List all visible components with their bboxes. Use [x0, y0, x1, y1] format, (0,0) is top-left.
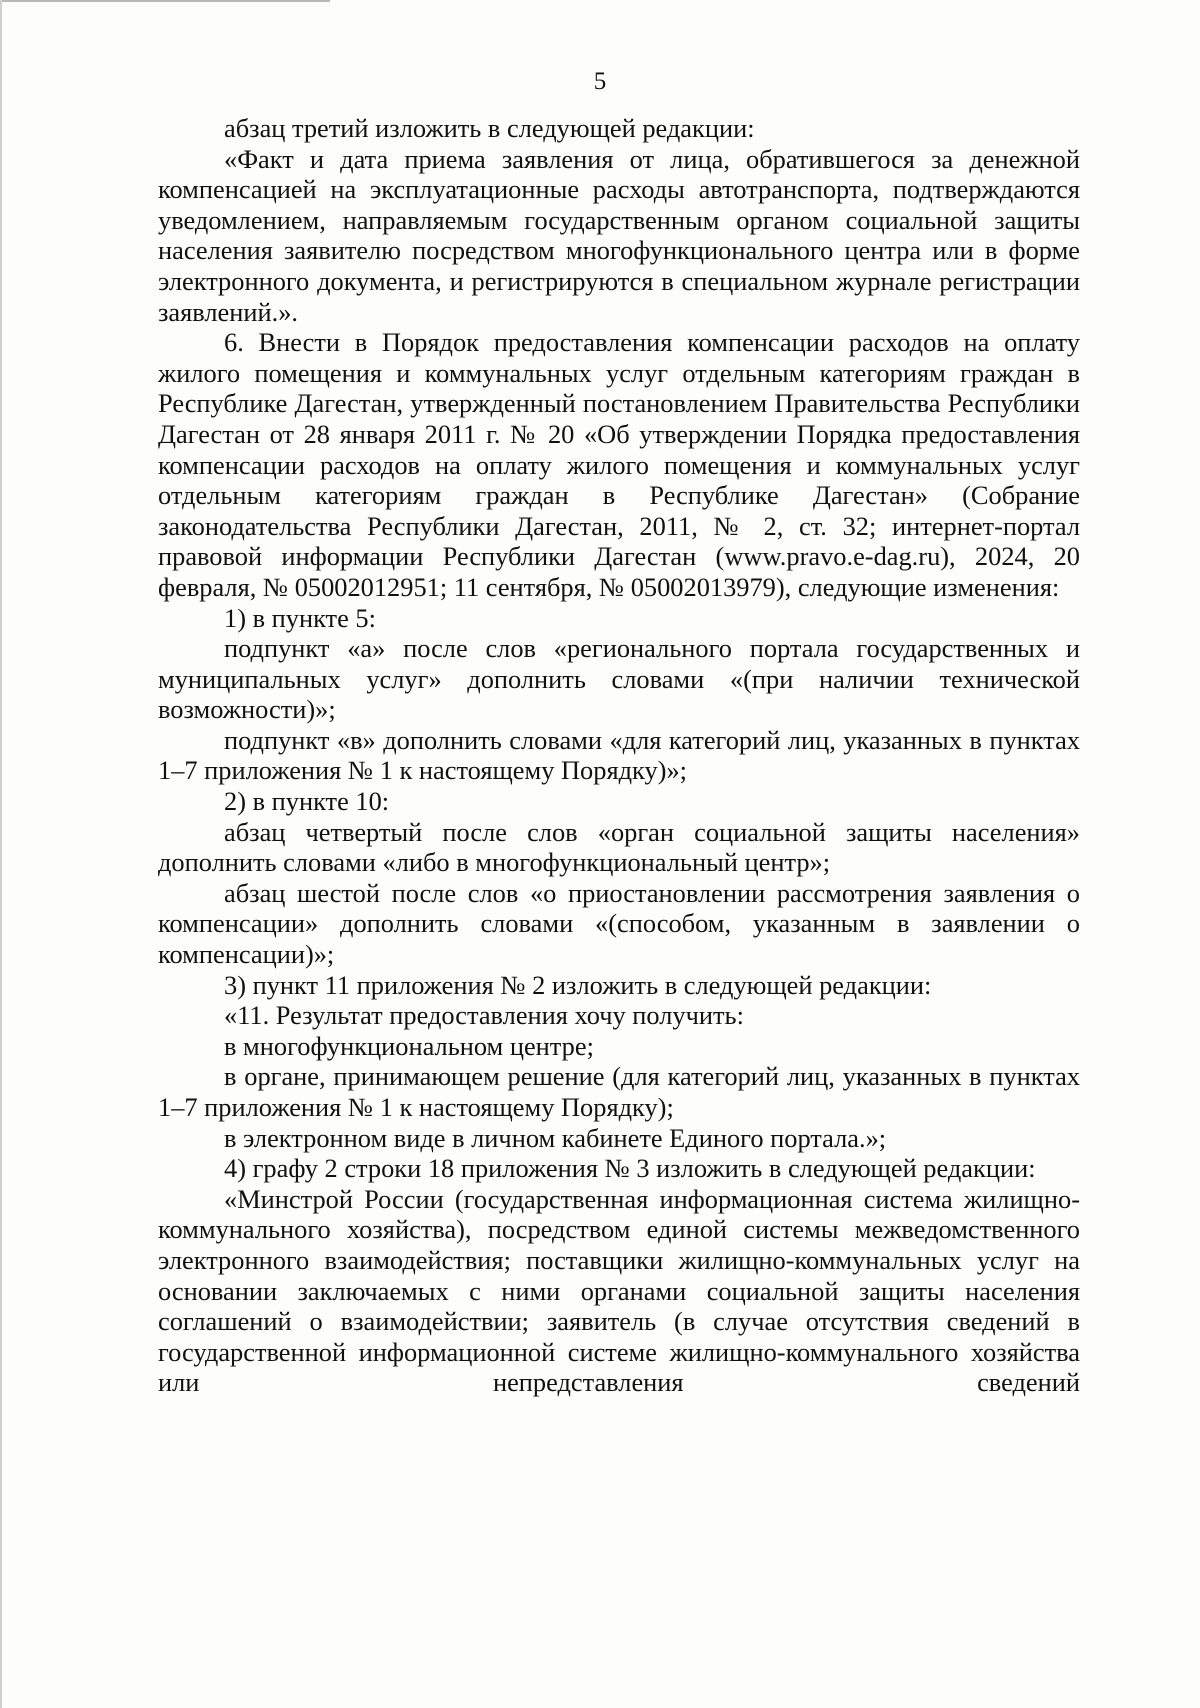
scan-edge-top — [0, 0, 330, 2]
paragraph: подпункт «в» дополнить словами «для категорий лиц, указанных в пунктах 1–7 приложения № 1 к настоящему Порядку)»; — [158, 724, 1080, 786]
paragraph: в многофункциональном центре; — [224, 1030, 594, 1061]
paragraph: 3) пункт 11 приложения № 2 изложить в следующей редакции: — [224, 969, 932, 1000]
paragraph: 4) графу 2 строки 18 приложения № 3 изложить в следующей редакции: — [224, 1153, 1036, 1184]
paragraph: 2) в пункте 10: — [224, 786, 390, 817]
paragraph: «Факт и дата приема заявления от лица, обратившегося за денежной компенсацией на эксплуатационные расходы автотранспорта, подтверждаются уведомлением, направляемым государственным органом социальной защиты населения заявителю посредством многофункционального центра или в форме электронного документа, и регистрируются в специальном журнале регистрации заявлений.». — [158, 143, 1080, 327]
paragraph: «Минстрой России (государственная информационная система жилищно-коммунального хозяйства), посредством единой системы межведомственного электронного взаимодействия; поставщики жилищно-коммунальных услуг на основании заключаемых с ними органами социальной защиты населения соглашений о взаимодействии; заявитель (в случае отсутствия сведений в государственной информационной системе жилищно-коммунального хозяйства или непредставления сведений — [158, 1183, 1080, 1398]
paragraph: абзац четвертый после слов «орган социальной защиты населения» дополнить словами «либо в многофункциональный центр»; — [158, 816, 1080, 878]
paragraph: «11. Результат предоставления хочу получить: — [224, 1000, 744, 1031]
paragraph: в органе, принимающем решение (для категорий лиц, указанных в пунктах 1–7 приложения № 1 к настоящему Порядку); — [158, 1061, 1080, 1122]
paragraph: 1) в пункте 5: — [224, 602, 376, 633]
document-body — [158, 113, 1080, 1398]
paragraph: 6. Внести в Порядок предоставления компенсации расходов на оплату жилого помещения и коммунальных услуг отдельным категориям граждан в Республике Дагестан, утвержденный постановлением Правительства Республики Дагестан от 28 января 2011 г. № 20 «Об утверждении Порядка предоставления компенсации расходов на оплату жилого помещения и коммунальных услуг отдельным категориям граждан в Республике Дагестан» (Собрание законодательства Республики Дагестан, 2011, № 2, ст. 32; интернет-портал правовой информации Республики Дагестан (www.pravo.e-dag.ru), 2024, 20 февраля, № 05002012951; 11 сентября, № 05002013979), следующие изменения: — [158, 327, 1080, 602]
paragraph: абзац шестой после слов «о приостановлении рассмотрения заявления о компенсации» дополнить словами «(способом, указанным в заявлении о компенсации)»; — [158, 877, 1080, 970]
paragraph: в электронном виде в личном кабинете Единого портала.»; — [224, 1122, 887, 1153]
paragraph: подпункт «а» после слов «регионального портала государственных и муниципальных услуг» дополнить словами «(при наличии технической возможности)»; — [158, 633, 1080, 725]
paragraph: абзац третий изложить в следующей редакции: — [224, 113, 755, 143]
scan-edge-left — [0, 0, 2, 1708]
page-number: 5 — [593, 68, 607, 95]
